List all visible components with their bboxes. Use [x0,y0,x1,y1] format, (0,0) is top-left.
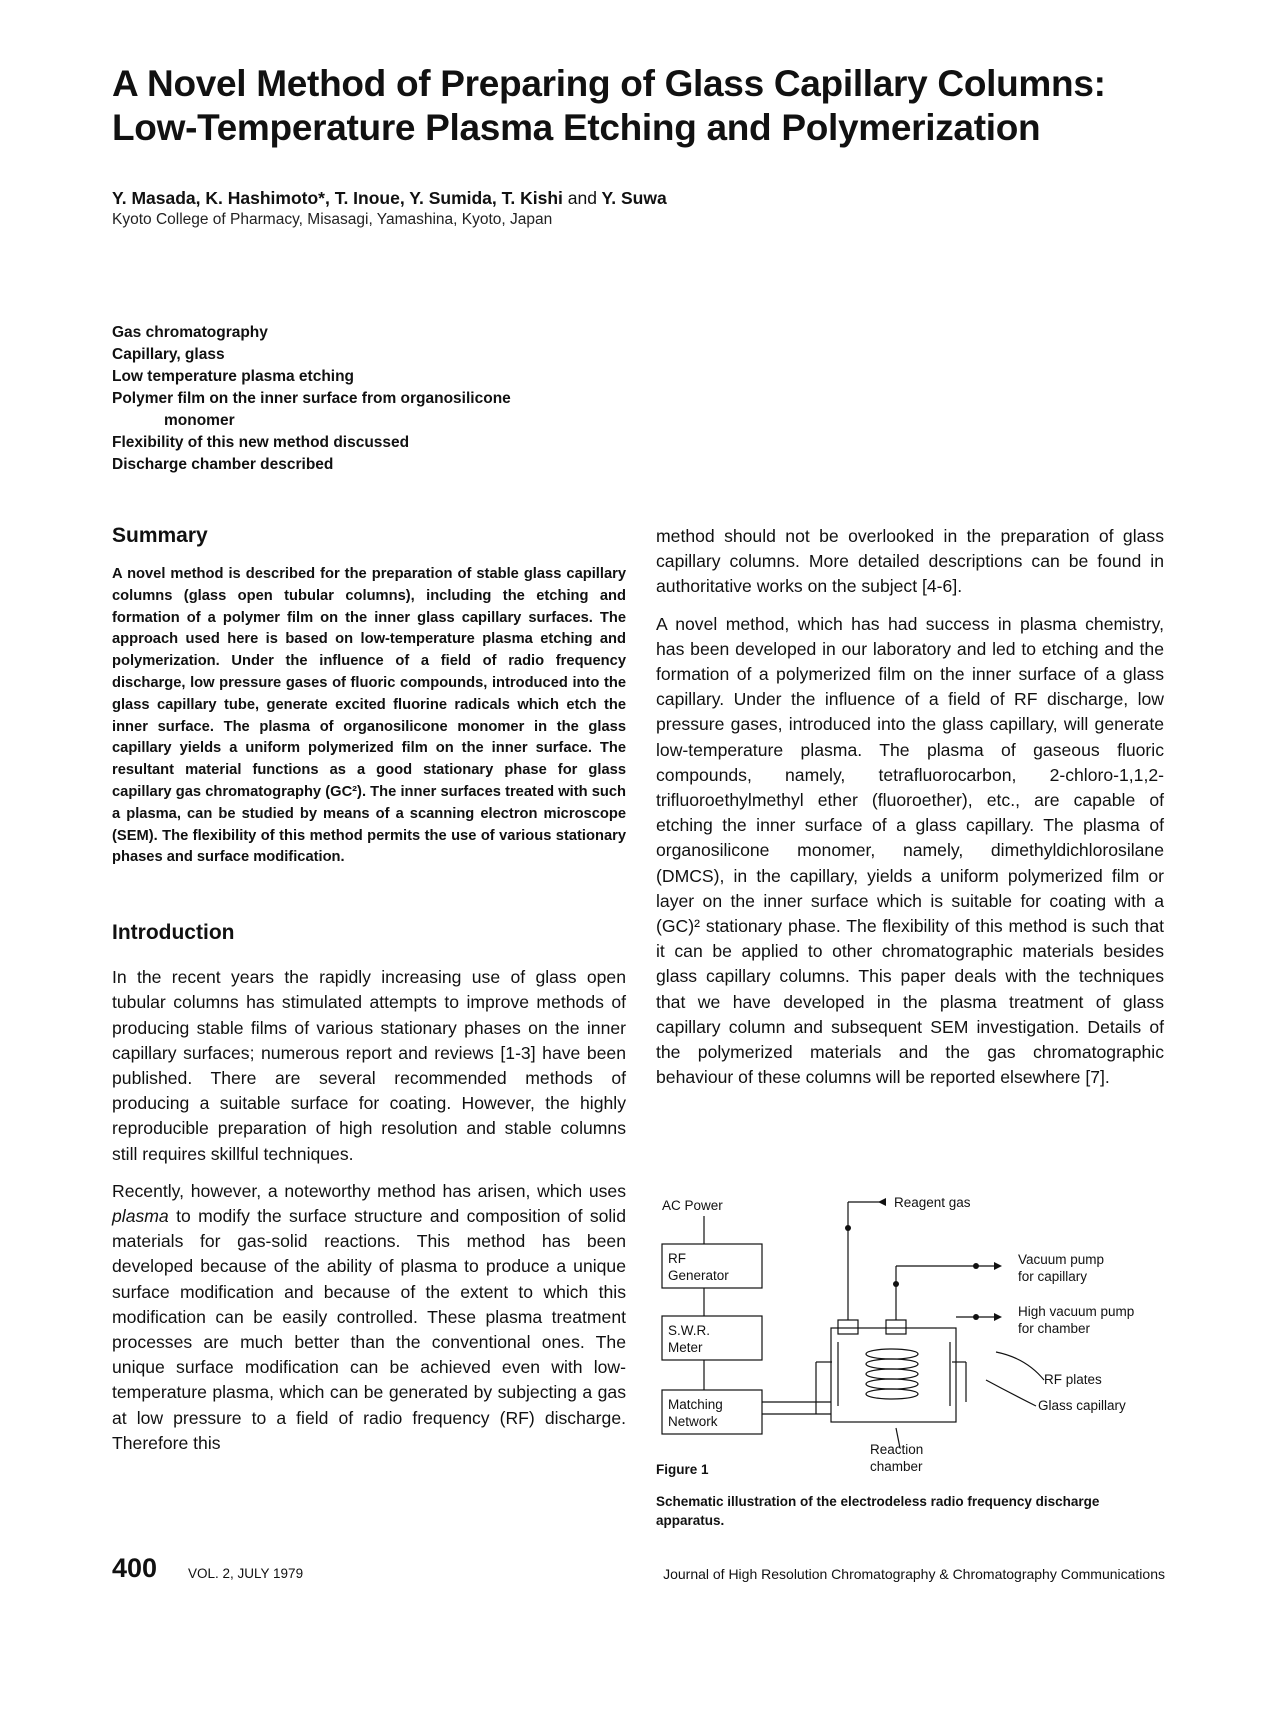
author-names: Y. Masada, K. Hashimoto*, T. Inoue, Y. Sumida, T. Kishi [112,188,563,208]
keyword-item: Discharge chamber described [112,456,334,473]
author-and: and [567,188,597,208]
keyword-item: Flexibility of this new method discussed [112,434,410,451]
introduction-heading: Introduction [112,921,235,945]
label-swr-2: Meter [668,1340,703,1355]
figure-label: Figure 1 [656,1462,709,1477]
figure-caption: Schematic illustration of the electrodeless radio frequency discharge apparatus. [656,1494,1100,1528]
label-rf-plates: RF plates [1044,1372,1102,1387]
author-last: Y. Suwa [601,188,667,208]
intro-p2-end: to modify the surface structure and composition of solid materials for gas-solid reactions. This method has been developed because of the ability of plasma to produce a unique surface modification and because of the extent to which this modification can be easily controlled. These plasma treatment processes are much better than the conventional ones. The unique surface modification can be achieved even with low-temperature plasma, which can be generated by subjecting a gas at low pressure to a field of radio frequency (RF) discharge. Therefore this [112,1205,626,1453]
journal-name: Journal of High Resolution Chromatography & Chromatography Communications [663,1566,1165,1582]
label-vacuum-1: Vacuum pump [1018,1252,1105,1267]
affiliation: Kyoto College of Pharmacy, Misasagi, Yamashina, Kyoto, Japan [112,211,553,228]
label-reaction-1: Reaction [870,1442,924,1457]
label-hvac-2: for chamber [1018,1321,1091,1336]
label-vacuum-2: for capillary [1018,1269,1088,1284]
label-reaction-2: chamber [870,1459,923,1474]
label-matching-2: Network [668,1414,718,1429]
volume-info: VOL. 2, JULY 1979 [188,1566,304,1581]
keyword-item: Low temperature plasma etching [112,368,355,385]
intro-paragraph-1: In the recent years the rapidly increasing use of glass open tubular columns has stimulated attempts to improve methods of producing stable films of various stationary phases on the inner capillary surfaces; numerous report and reviews [1-3] have been published. There are several recommended methods of producing a suitable surface for coating. However, the highly reproducible preparation of high resolution and stable columns still requires skillful techniques. [112,967,626,1164]
label-reagent-gas: Reagent gas [894,1195,971,1210]
keyword-item: monomer [164,412,235,429]
page-number: 400 [112,1553,158,1583]
summary-text: A novel method is described for the preparation of stable glass capillary columns (glass open tubular columns), including the etching and formation of a polymer film on the inner glass capillary surfaces. The approach used here is based on low-temperature plasma etching and polymerization. Under the influence of a field of radio frequency discharge, low pressure gases of fluoric compounds, introduced into the glass capillary tube, generate excited fluorine radicals which etch the inner surface. The plasma of organosilicone monomer in the glass capillary yields a uniform polymerized film on the inner surface. The resultant material functions as a good stationary phase for glass capillary gas chromatography (GC²). The inner surfaces treated with such a plasma, can be studied by means of a scanning electron microscope (SEM). The flexibility of this method permits the use of various stationary phases and surface modification. [112,566,626,866]
intro-paragraph-3: method should not be overlooked in the preparation of glass capillary columns. More detailed descriptions can be found in authoritative works on the subject [4-6]. [656,526,1164,597]
label-swr-1: S.W.R. [668,1323,711,1338]
intro-p2-emphasis: plasma [112,1205,169,1226]
title-line-2: Low-Temperature Plasma Etching and Polymerization [112,107,1041,148]
title-line-1: A Novel Method of Preparing of Glass Capillary Columns: [112,63,1106,104]
left-column [112,524,626,1456]
summary-heading: Summary [112,524,208,547]
keyword-list [112,322,511,476]
intro-p2-start: Recently, however, a noteworthy method has arisen, which uses [112,1180,626,1201]
keyword-item: Polymer film on the inner surface from organosilicone [112,390,511,407]
label-hvac-1: High vacuum pump [1018,1304,1135,1319]
label-glass-capillary: Glass capillary [1038,1398,1126,1413]
keyword-item: Capillary, glass [112,346,225,363]
label-rf-1: RF [668,1251,686,1266]
figure-1-schematic [656,1180,1176,1510]
author-list [112,188,667,209]
label-matching-1: Matching [668,1397,723,1412]
paper-title [112,62,1172,150]
right-column [656,524,1164,1090]
label-rf-2: Generator [668,1268,729,1283]
label-ac-power: AC Power [662,1198,723,1213]
intro-paragraph-2 [112,1179,626,1456]
intro-paragraph-4: A novel method, which has had success in plasma chemistry, has been developed in our laboratory and led to etching and the formation of a polymerized film on the inner surface of a glass capillary. Under the influence of a field of RF discharge, low pressure gases, introduced into the glass capillary, will generate low-temperature plasma. The plasma of gaseous fluoric compounds, namely, tetrafluorocarbon, 2-chloro-1,1,2-trifluoroethylmethyl ether (fluoroether), etc., are capable of etching the inner surface of a glass capillary. The plasma of organosilicone monomer, namely, dimethyldichlorosilane (DMCS), in the capillary, yields a uniform polymerized film or layer on the inner surface which is suitable for coating with a (GC)² stationary phase. The flexibility of this method is such that it can be applied to other chromatographic materials besides glass capillary columns. This paper deals with the techniques that we have developed in the plasma treatment of glass capillary column and subsequent SEM investigation. Details of the polymerized materials and the gas chromatographic behaviour of these columns will be reported elsewhere [7]. [656,613,1164,1088]
keyword-item: Gas chromatography [112,324,268,341]
